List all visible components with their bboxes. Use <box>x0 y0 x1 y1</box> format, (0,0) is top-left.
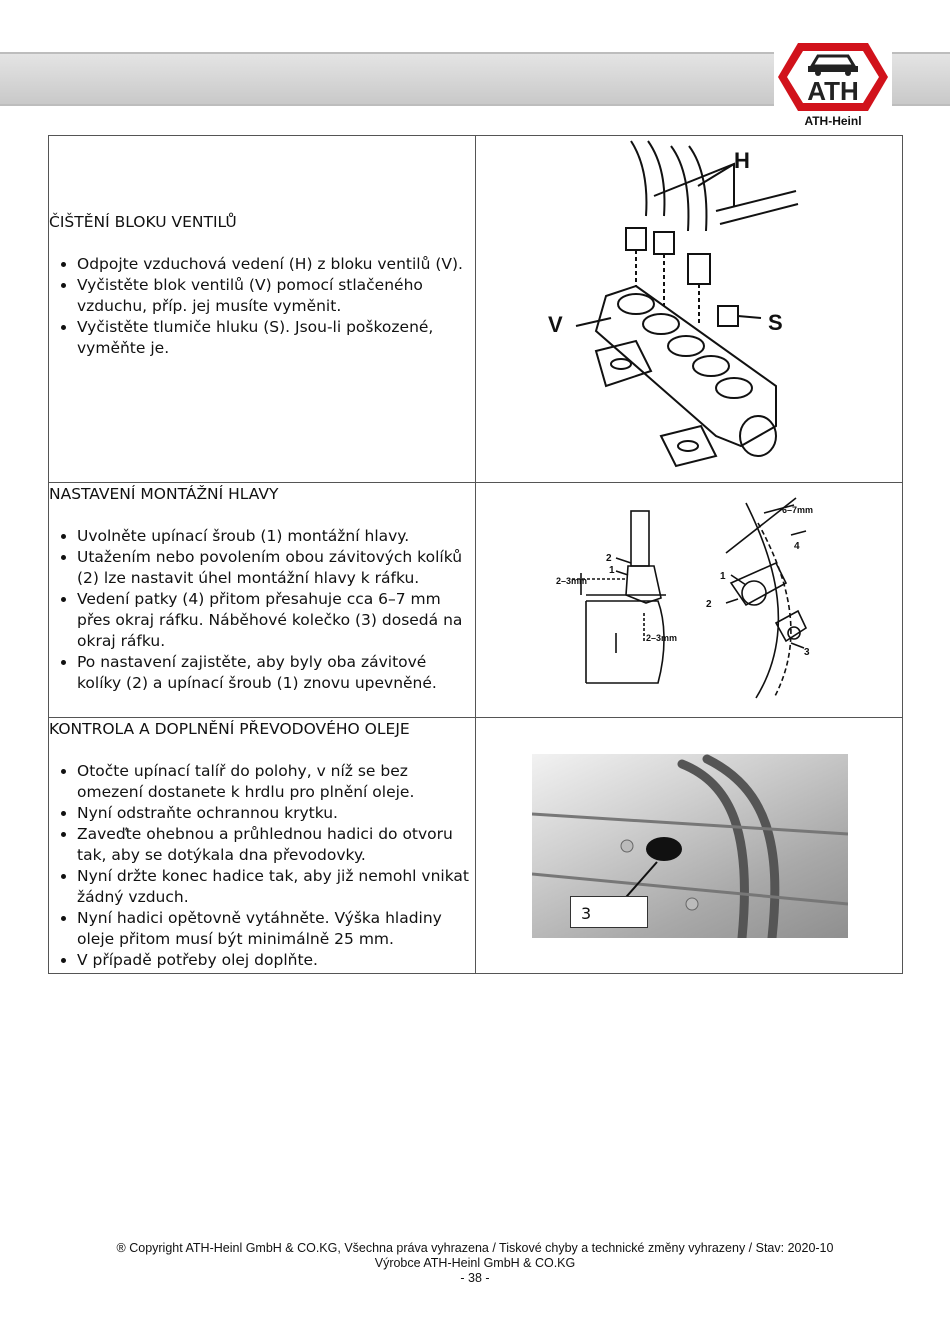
step-item: • Odpojte vzduchová vedení (H) z bloku ventilů (V). <box>77 254 475 275</box>
step-item: • Nyní hadici opětovně vytáhněte. Výška hladiny oleje přitom musí být minimálně 25 mm. <box>77 908 475 950</box>
label-gap-left: 2–3mm <box>556 576 588 586</box>
step-item: • Vyčistěte blok ventilů (V) pomocí stlačeného vzduchu, příp. jej musíte vyměnit. <box>77 275 475 317</box>
section-row <box>49 136 903 483</box>
step-list <box>49 254 475 359</box>
step-item: • Vyčistěte tlumiče hluku (S). Jsou-li poškozené, vyměňte je. <box>77 317 475 359</box>
label-overlap: 6–7mm <box>782 505 814 515</box>
label-1-right: 1 <box>720 571 726 582</box>
section-row <box>49 718 903 974</box>
section-text <box>49 136 476 483</box>
label-gap-bottom: 2–3mm <box>646 633 678 643</box>
section-row <box>49 483 903 718</box>
section-text <box>49 718 476 974</box>
label-2-right: 2 <box>706 599 712 610</box>
gearbox-photo <box>532 754 848 938</box>
label-s: S <box>768 310 783 335</box>
callout-label-3: 3 <box>570 896 648 928</box>
step-item: • Nyní držte konec hadice tak, aby již nemohl vnikat žádný vzduch. <box>77 866 475 908</box>
label-2-left: 2 <box>606 553 612 564</box>
logo-caption: ATH-Heinl <box>804 114 862 128</box>
mounting-head-figure-cell <box>476 483 903 718</box>
step-item: • Po nastavení zajistěte, aby byly oba závitové kolíky (2) a upínací šroub (1) znovu upevněné. <box>77 652 475 694</box>
label-h: H <box>734 148 750 173</box>
step-item: • V případě potřeby olej doplňte. <box>77 950 475 971</box>
step-item: • Vedení patky (4) přitom přesahuje cca 6–7 mm přes okraj ráfku. Náběhové kolečko (3) dosedá na okraj ráfku. <box>77 589 475 652</box>
manufacturer-text: Výrobce ATH-Heinl GmbH & CO.KG <box>374 1256 576 1270</box>
step-list <box>49 526 475 694</box>
page-number: - 38 - <box>460 1271 490 1285</box>
label-4: 4 <box>794 541 800 552</box>
step-list <box>49 761 475 971</box>
valve-block-figure-cell <box>476 136 903 483</box>
copyright-text: ® Copyright ATH-Heinl GmbH & CO.KG, Všechna práva vyhrazena / Tiskové chyby a technické změny vyhrazeny / Stav: 2020-10 <box>116 1241 834 1255</box>
oil-check-figure-cell <box>476 718 903 974</box>
section-title: NASTAVENÍ MONTÁŽNÍ HLAVY <box>49 485 279 503</box>
instruction-table <box>48 135 903 974</box>
step-item: • Zaveďte ohebnou a průhlednou hadici do otvoru tak, aby se dotýkala dna převodovky. <box>77 824 475 866</box>
ath-logo <box>774 40 892 132</box>
step-item: • Utažením nebo povolením obou závitových kolíků (2) lze nastavit úhel montážní hlavy k ráfku. <box>77 547 475 589</box>
step-item: • Nyní odstraňte ochrannou krytku. <box>77 803 475 824</box>
label-3: 3 <box>804 647 810 658</box>
logo-text: ATH <box>807 76 859 106</box>
label-v: V <box>548 312 563 337</box>
section-text <box>49 483 476 718</box>
step-item: • Uvolněte upínací šroub (1) montážní hlavy. <box>77 526 475 547</box>
label-1-left: 1 <box>609 565 615 576</box>
section-title: KONTROLA A DOPLNĚNÍ PŘEVODOVÉHO OLEJE <box>49 720 410 738</box>
mounting-head-diagram <box>476 483 902 717</box>
valve-block-diagram <box>476 136 902 482</box>
step-item: • Otočte upínací talíř do polohy, v níž se bez omezení dostanete k hrdlu pro plnění oleje. <box>77 761 475 803</box>
section-title: ČIŠTĚNÍ BLOKU VENTILŮ <box>49 213 237 231</box>
